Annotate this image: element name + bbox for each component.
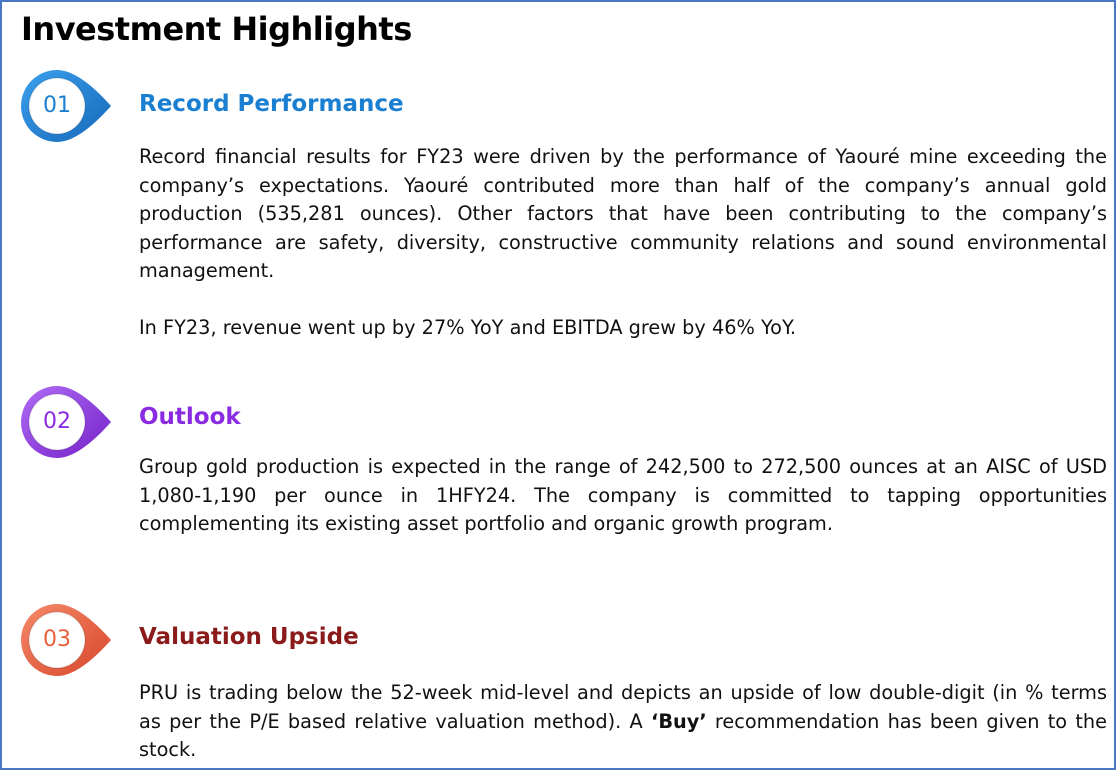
section-paragraph [139,679,1107,765]
paragraph-text-before: PRU is trading below the 52-week mid-level and depicts an upside of low double-digit (in % terms as per the P/E based relative valuation method). A [139,681,1107,733]
section-marker [19,68,119,144]
section-number: 01 [43,93,71,118]
section-number: 02 [43,409,71,434]
section-heading: Outlook [139,404,241,430]
section-paragraph: Record financial results for FY23 were driven by the performance of Yaouré mine exceeding the company’s expectations. Yaouré contributed more than half of the company’s annual gold production (535,281 ounces). Other factors that have been contributing to the company’s performance are safety, diversity, constructive community relations and sound environmental management. [139,145,1107,282]
section-marker [19,602,119,678]
paragraph-text-after: recommendation has been given to the stock. [139,709,1107,761]
section-number: 03 [43,627,71,652]
section-heading: Valuation Upside [139,624,359,650]
section-paragraph-summary: In FY23, revenue went up by 27% YoY and EBITDA grew by 46% YoY. [139,316,796,339]
section-marker [19,384,119,460]
section-paragraph: Group gold production is expected in the range of 242,500 to 272,500 ounces at an AISC of USD 1,080-1,190 per ounce in 1HFY24. The company is committed to tapping opportunities complementing its existing asset portfolio and organic growth program. [139,455,1107,535]
section-heading: Record Performance [139,91,404,117]
buy-recommendation: ‘Buy’ [651,709,707,733]
page-title: Investment Highlights [21,10,412,48]
